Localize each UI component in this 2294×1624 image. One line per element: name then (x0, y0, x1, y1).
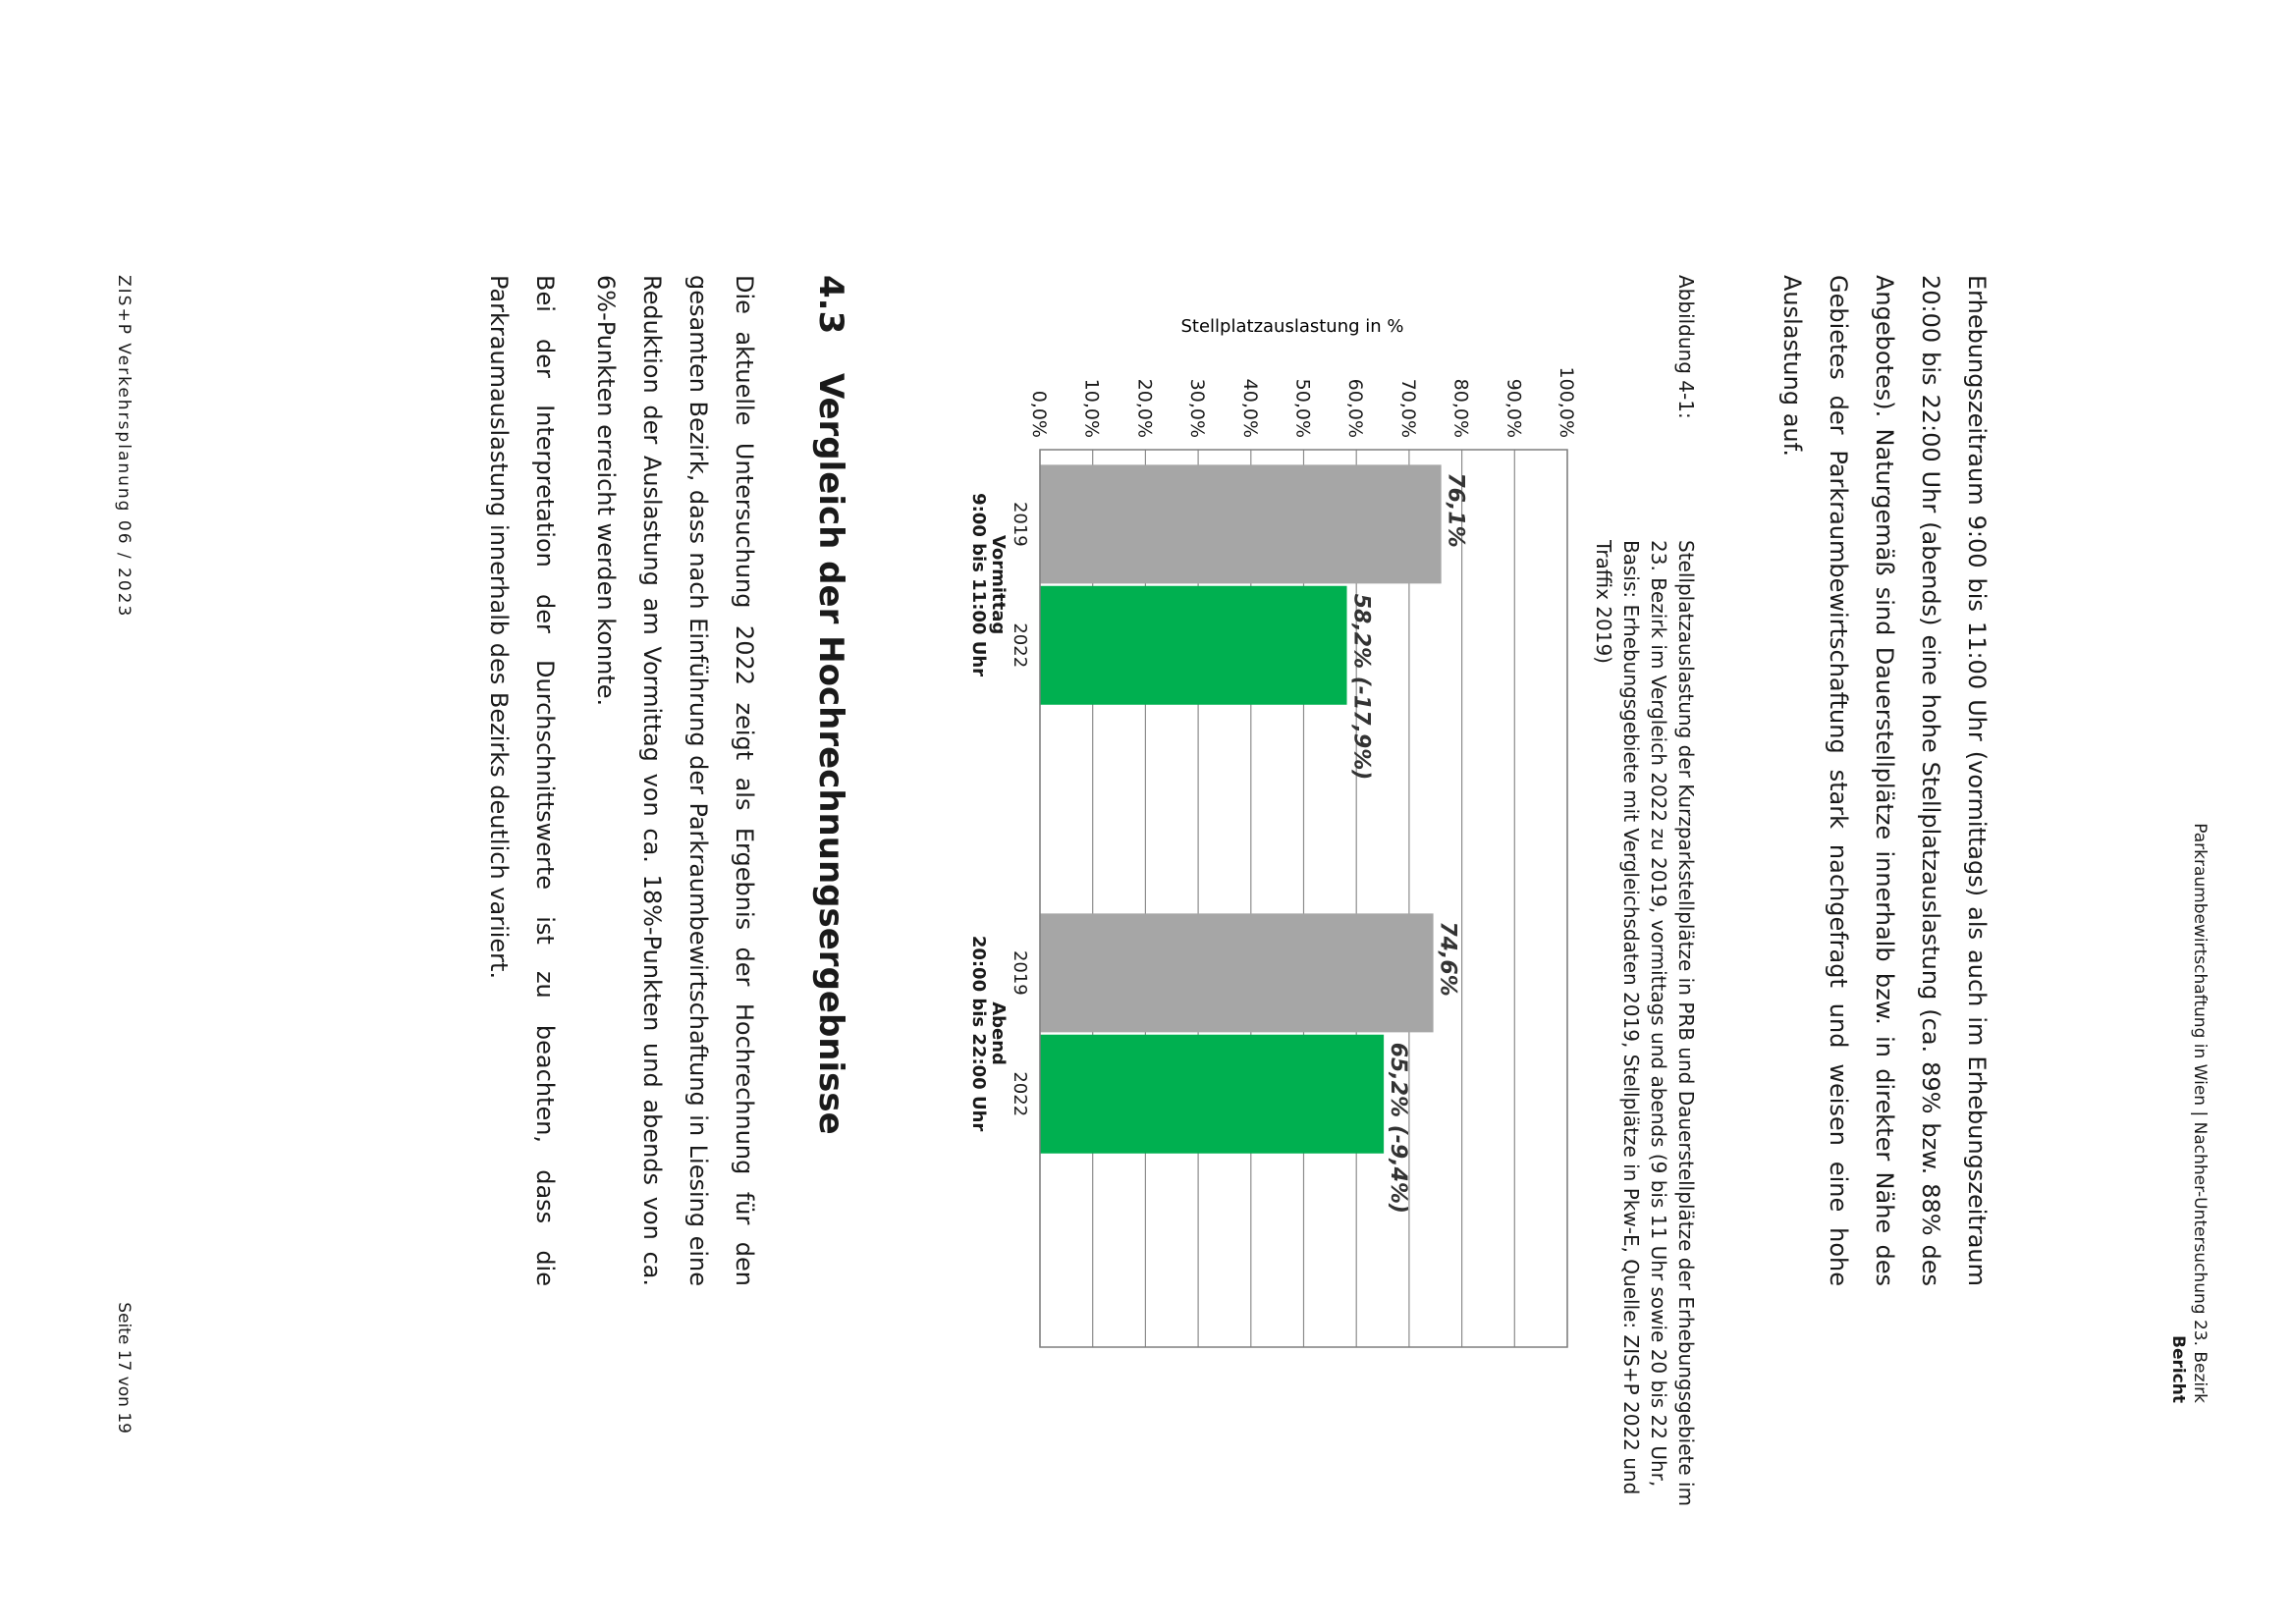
footer-page-number: Seite 17 von 19 (114, 1302, 134, 1434)
y-tick-label: 60,0% (1344, 378, 1367, 438)
bar-2022 (1040, 1035, 1384, 1154)
header-subtitle: Bericht (2168, 1334, 2188, 1403)
section-number: 4.3 (811, 275, 850, 335)
x-group-label: Abend (988, 1001, 1009, 1065)
y-tick-label: 90,0% (1502, 378, 1525, 438)
y-tick-label: 80,0% (1449, 378, 1472, 438)
bar-2019 (1040, 464, 1442, 583)
x-group-label: Vormittag (988, 534, 1009, 635)
bar-2019 (1040, 913, 1434, 1032)
y-tick-label: 30,0% (1186, 378, 1209, 438)
x-tick-year: 2019 (1010, 501, 1030, 547)
y-axis-label: Stellplatzauslastung in % (1180, 316, 1404, 337)
bar-data-label: 65,2% (-9,4%) (1386, 1042, 1411, 1215)
y-tick-label: 40,0% (1238, 378, 1261, 438)
bar-data-label: 74,6% (1435, 921, 1460, 997)
x-tick-year: 2022 (1010, 623, 1030, 669)
utilization-bar-chart (900, 275, 1607, 1367)
grid-lines (1040, 450, 1567, 1347)
figure-label: Abbildung 4-1: (1674, 275, 1698, 419)
x-tick-year: 2019 (1010, 949, 1030, 996)
y-tick-label: 10,0% (1080, 378, 1103, 438)
x-group-sublabel: 9:00 bis 11:00 Uhr (968, 493, 989, 677)
y-axis-ticks (1028, 367, 1577, 438)
paragraph-interpretation: Bei der Interpretation der Durchschnittswerte ist zu beachten, dass die Parkraumauslastung innerhalb des Bezirks deutlich variiert. (485, 275, 559, 1286)
intro-paragraph: Erhebungszeitraum 9:00 bis 11:00 Uhr (vormittags) als auch im Erhebungszeitraum 20:00 bis 22:00 Uhr (abends) eine hohe Stellplatzauslastung (ca. 89% bzw. 88% des Angebotes). Naturgemäß sind Dauerstellplätze innerhalb bzw. in direkter Nähe des Gebietes der Parkraumbewirtschaftung stark nachgefragt und weisen eine hohe Auslastung auf. (1778, 275, 1991, 1286)
header-title: Parkraumbewirtschaftung in Wien | Nachher-Untersuchung 23. Bezirk (2190, 823, 2210, 1403)
bar-data-label: 76,1% (1443, 472, 1468, 548)
x-axis-labels (968, 493, 1030, 1131)
y-tick-label: 0,0% (1028, 390, 1050, 438)
bar-2022 (1040, 586, 1347, 705)
x-tick-year: 2022 (1010, 1071, 1030, 1117)
section-title: Vergleich der Hochrechnungsergebnisse (811, 373, 850, 1135)
running-header (2167, 823, 2211, 1403)
y-tick-label: 20,0% (1133, 378, 1156, 438)
bar-data-label: 58,2% (-17,9%) (1348, 593, 1374, 781)
x-group-sublabel: 20:00 bis 22:00 Uhr (968, 935, 989, 1132)
bars (1040, 464, 1442, 1153)
paragraph-results: Die aktuelle Untersuchung 2022 zeigt als Ergebnis der Hochrechnung für den gesamten Bezirk, dass nach Einführung der Parkraumbewirtschaftung in Liesing eine Reduktion der Auslastung am Vormittag von ca. 18%-Punkten und abends von ca. 6%-Punkten erreicht werden konnte. (592, 275, 758, 1286)
y-tick-label: 70,0% (1396, 378, 1419, 438)
figure-caption-text: Stellplatzauslastung der Kurzparkstellplätze in PRB und Dauerstellplätze der Erhebungsgebiete im 23. Bezirk im Vergleich 2022 zu 2019, vormittags und abends (9 bis 11 Uhr sowie 20 bis 22 Uhr, Basis: Erhebungsgebiete mit Vergleichsdaten 2019, Stellplätze in Pkw-E, Quelle: ZIS+P 2022 und Traffix 2019) (1592, 540, 1698, 1507)
y-tick-label: 100,0% (1556, 366, 1577, 438)
y-tick-label: 50,0% (1291, 378, 1314, 438)
footer-left: ZIS+P Verkehrsplanung 06 / 2023 (114, 275, 134, 619)
